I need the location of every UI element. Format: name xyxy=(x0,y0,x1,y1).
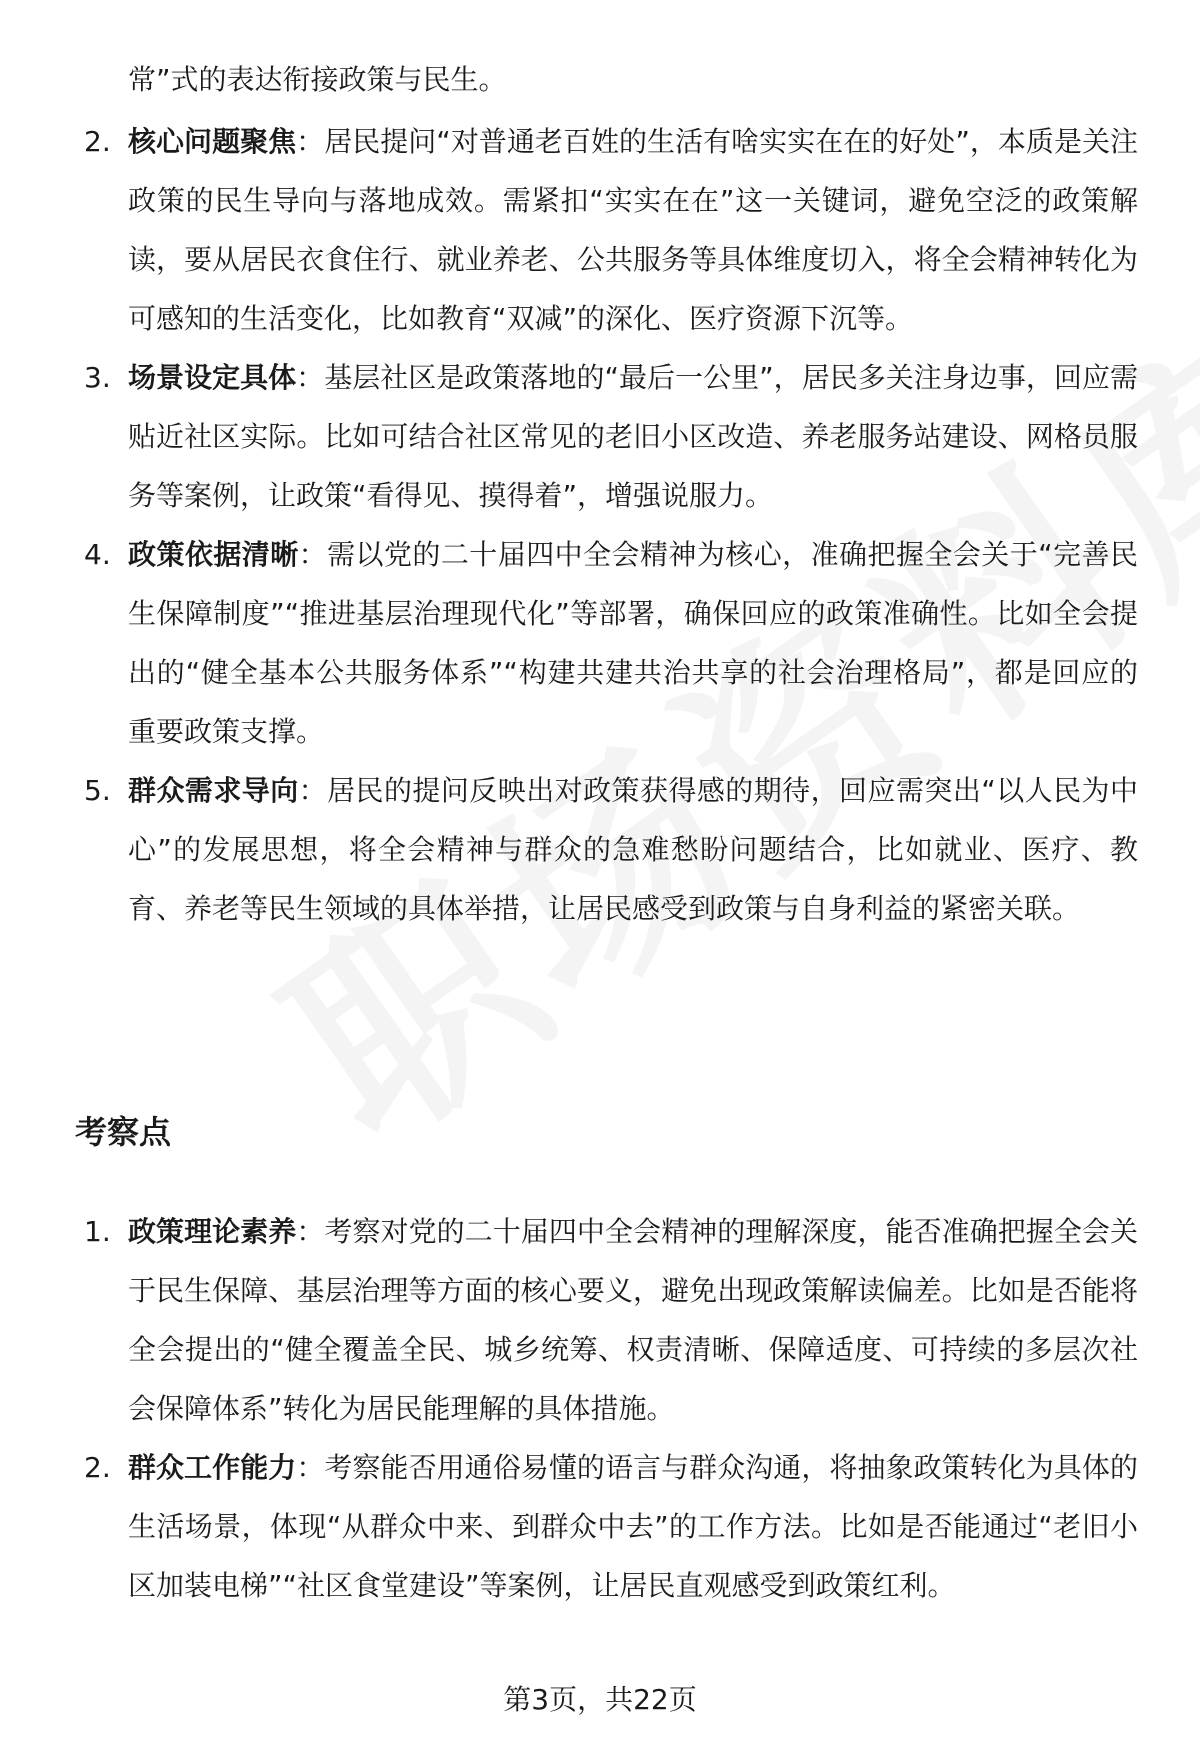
list-item xyxy=(84,525,1138,761)
item-keyword: 核心问题聚焦 xyxy=(128,125,297,158)
item-keyword: 政策依据清晰 xyxy=(128,538,299,571)
item-text: ：基层社区是政策落地的“最后一公里”，居民多关注身边事，回应需贴近社区实际。比如可结合社区常见的老旧小区改造、养老服务站建设、网格员服务等案例，让政策“看得见、摸得着”，增强说服力。 xyxy=(128,361,1138,512)
item-number: 2. xyxy=(84,1451,111,1484)
analysis-list xyxy=(0,112,1200,938)
item-number: 1. xyxy=(84,1215,111,1248)
item-keyword: 场景设定具体 xyxy=(128,361,297,394)
list-item xyxy=(84,112,1138,348)
assessment-list xyxy=(0,1202,1200,1615)
section-heading: 考察点 xyxy=(75,1113,172,1151)
list-item xyxy=(84,348,1138,525)
page-number: 第3页，共22页 xyxy=(503,1683,697,1716)
item-text: ：考察对党的二十届四中全会精神的理解深度，能否准确把握全会关于民生保障、基层治理等方面的核心要义，避免出现政策解读偏差。比如是否能将全会提出的“健全覆盖全民、城乡统筹、权责清晰、保障适度、可持续的多层次社会保障体系”转化为居民能理解的具体措施。 xyxy=(128,1215,1138,1425)
continuation-text: 常”式的表达衔接政策与民生。 xyxy=(128,63,507,96)
item-text: ：需以党的二十届四中全会精神为核心，准确把握全会关于“完善民生保障制度”“推进基层治理现代化”等部署，确保回应的政策准确性。比如全会提出的“健全基本公共服务体系”“构建共建共治共享的社会治理格局”，都是回应的重要政策支撑。 xyxy=(128,538,1138,748)
item-keyword: 群众工作能力 xyxy=(128,1451,297,1484)
item-number: 3. xyxy=(84,361,111,394)
item-number: 5. xyxy=(84,774,111,807)
list-item xyxy=(84,761,1138,938)
item-text: ：居民提问“对普通老百姓的生活有啥实实在在的好处”，本质是关注政策的民生导向与落地成效。需紧扣“实实在在”这一关键词，避免空泛的政策解读，要从居民衣食住行、就业养老、公共服务等具体维度切入，将全会精神转化为可感知的生活变化，比如教育“双减”的深化、医疗资源下沉等。 xyxy=(128,125,1138,335)
list-item xyxy=(84,1202,1138,1438)
item-number: 4. xyxy=(84,538,111,571)
item-text: ：考察能否用通俗易懂的语言与群众沟通，将抽象政策转化为具体的生活场景，体现“从群众中来、到群众中去”的工作方法。比如是否能通过“老旧小区加装电梯”“社区食堂建设”等案例，让居民直观感受到政策红利。 xyxy=(128,1451,1138,1602)
item-keyword: 政策理论素养 xyxy=(128,1215,297,1248)
list-item xyxy=(84,1438,1138,1615)
item-number: 2. xyxy=(84,125,111,158)
item-text: ：居民的提问反映出对政策获得感的期待，回应需突出“以人民为中心”的发展思想，将全会精神与群众的急难愁盼问题结合，比如就业、医疗、教育、养老等民生领域的具体举措，让居民感受到政策与自身利益的紧密关联。 xyxy=(128,774,1138,925)
item-keyword: 群众需求导向 xyxy=(128,774,299,807)
